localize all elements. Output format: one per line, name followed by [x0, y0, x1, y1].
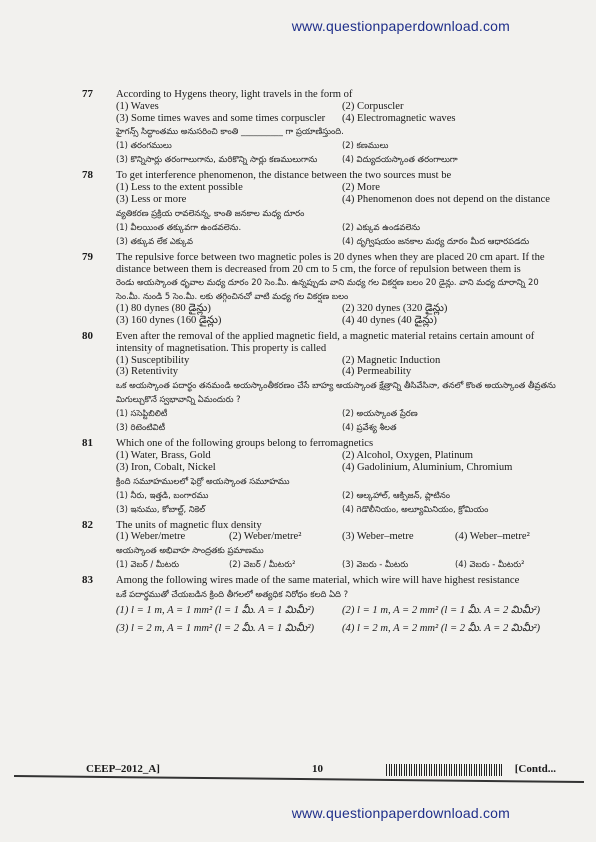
question-number: 82 — [82, 518, 93, 531]
option: (1) తరంగములు — [116, 140, 172, 151]
options-en — [116, 355, 556, 379]
option: (1) వెబర్ / మీటరు — [116, 559, 180, 570]
option: (3) 160 dynes (160 డైన్లు) — [116, 315, 222, 327]
question-79 — [82, 250, 556, 327]
question-text-en: Among the following wires made of the same material, which wire will have highest resistance — [116, 575, 520, 587]
option: (1) 80 dynes (80 డైన్లు) — [116, 303, 211, 315]
option: (1) Water, Brass, Gold — [116, 449, 211, 461]
option: (3) Iron, Cobalt, Nickel — [116, 461, 216, 473]
question-83 — [82, 574, 556, 634]
question-text-en: According to Hygens theory, light travels in the form of — [116, 89, 353, 100]
question-77 — [82, 88, 556, 166]
continued-label: [Contd... — [514, 763, 556, 775]
option: (4) ప్రవేశ్య శీలత — [342, 422, 397, 433]
question-text-en: To get interference phenomenon, the distance between the two sources must be — [116, 170, 452, 182]
option: (1) వీలయింత తక్కువగా ఉండవలెను. — [116, 221, 242, 232]
option: (3) Weber–metre — [342, 531, 414, 543]
options-en — [116, 182, 556, 206]
question-81 — [82, 437, 556, 515]
footer-url[interactable]: www.questionpaperdownload.com — [291, 805, 510, 821]
options-te — [116, 406, 556, 434]
question-text-en: Which one of the following groups belong to ferromagnetics — [116, 438, 374, 450]
options-en — [116, 303, 556, 327]
options-eq — [116, 605, 556, 635]
question-82 — [82, 518, 556, 572]
option: (4) విద్యుదయస్కాంత తరంగాలుగా — [342, 154, 458, 165]
option: (4) 40 dynes (40 డైన్లు) — [342, 315, 437, 327]
option: (2) Corpuscler — [342, 100, 404, 112]
option: (3) రిటెంటివిటీ — [116, 422, 166, 433]
option: (1) Less to the extent possible — [116, 182, 243, 194]
option: (1) నీరు, ఇత్తడి, బంగారము — [116, 489, 209, 500]
question-text-te: వ్యతికరణ ప్రక్రియ రావలెనన్న, కాంతి జనకాల మధ్య దూరం — [116, 207, 305, 218]
options-en — [116, 531, 556, 543]
option: (2) l = 1 m, A = 2 mm² (l = 1 మీ. A = 2 మిమీ²) — [342, 604, 541, 616]
question-text-te: ఒకే పదార్థముతో చేయబడిన క్రింది తీగలలో అత్యధిక నిరోధం కలది ఏది ? — [116, 588, 349, 599]
question-80 — [82, 329, 556, 434]
question-text-te: హైగన్స్ సిద్ధాంతము అనుసరించి కాంతి __________ గా ప్రయాణిస్తుంది. — [116, 126, 344, 137]
option: (2) Alcohol, Oxygen, Platinum — [342, 449, 473, 461]
option: (2) ఆల్కహాల్, ఆక్సిజన్, ప్లాటినం — [342, 489, 451, 500]
options-te — [116, 138, 556, 166]
option: (1) Weber/metre — [116, 531, 186, 543]
option: (2) 320 dynes (320 డైన్లు) — [342, 303, 448, 315]
option: (2) కణములు — [342, 140, 389, 151]
option: (1) ససెప్టిబిలిటీ — [116, 408, 168, 419]
header-url[interactable]: www.questionpaperdownload.com — [291, 18, 510, 34]
option: (3) Some times waves and some times corpuscler — [116, 112, 326, 124]
question-number: 80 — [82, 329, 93, 342]
option: (2) ఎక్కువ ఉండవలెను — [342, 221, 421, 232]
question-text-te: ఒక అయస్కాంత పదార్థం తనమండి అయస్కాంతీకరణం చేసే బాహ్య అయస్కాంత క్షేత్రాన్ని తీసివేసినా, తనలో కొంత అయస్కాంత తీవ్రతను మిగుల్చుకొనే స్వభావాన్ని ఏమందురు ? — [116, 380, 556, 405]
option: (2) Magnetic Induction — [342, 354, 441, 366]
paper-code: CEEP–2012_A] — [86, 763, 160, 775]
option: (3) Less or more — [116, 193, 187, 205]
question-number: 77 — [82, 88, 93, 100]
barcode-image — [386, 764, 502, 776]
option: (1) Waves — [116, 100, 159, 112]
option: (2) More — [342, 182, 380, 194]
page-number: 10 — [312, 763, 323, 775]
option: (2) Weber/metre² — [229, 531, 302, 543]
question-number: 78 — [82, 169, 93, 182]
option: (4) Weber–metre² — [455, 531, 530, 543]
options-te — [116, 220, 556, 248]
option: (4) Electromagnetic waves — [342, 112, 456, 124]
question-text-en: Even after the removal of the applied magnetic field, a magnetic material retains certain amount of intensity of magnetisation. This property is called — [116, 330, 535, 354]
option: (4) Gadolinium, Aluminium, Chromium — [342, 461, 513, 473]
question-text-en: The units of magnetic flux density — [116, 519, 262, 531]
option: (4) Phenomenon does not depend on the distance — [342, 193, 551, 205]
option: (4) Permeability — [342, 366, 412, 378]
option: (4) వెబరు - మీటరు² — [455, 559, 525, 570]
option: (3) వెబరు - మీటరు — [342, 559, 409, 570]
question-text-te: క్రింది సమూహములలో ఫెర్రో అయస్కాంత సమూహము — [116, 475, 290, 486]
option: (1) Susceptibility — [116, 354, 190, 366]
question-number: 81 — [82, 437, 93, 450]
question-text-te: అయస్కాంత అభివాహ సాంద్రతకు ప్రమాణము — [116, 545, 264, 556]
options-te — [116, 557, 556, 571]
option: (3) తక్కువ లేక ఎక్కువ — [116, 235, 193, 246]
option: (4) దృగ్విషయం జనకాల మధ్య దూరం మీద ఆధారపడదు — [342, 235, 530, 246]
option: (3) Retentivity — [116, 366, 179, 378]
option: (2) వెబర్ / మీటరు² — [229, 559, 296, 570]
question-number: 83 — [82, 574, 93, 587]
options-te — [116, 488, 556, 516]
options-en — [116, 450, 556, 474]
options-en — [116, 101, 556, 125]
question-78 — [82, 169, 556, 247]
question-text-te: రెండు అయస్కాంత ధృవాల మధ్య దూరం 20 సెం.మీ. ఉన్నప్పుడు వాని మధ్య గల వికర్షణ బలం 20 డైన్లు. వాని మధ్య దూరాన్ని 20 సెం.మీ. నుండి 5 సెం.మీ. లకు తగ్గించినచో వాటి మధ్య గల వికర్షణ బలం — [116, 277, 539, 302]
option: (3) కొన్నిసార్లు తరంగాలుగాను, మరికొన్ని సార్లు కణములుగాను — [116, 154, 318, 165]
option: (3) l = 2 m, A = 1 mm² (l = 2 మీ. A = 1 మిమీ²) — [116, 622, 315, 634]
option: (4) l = 2 m, A = 2 mm² (l = 2 మీ. A = 2 మిమీ²) — [342, 622, 541, 634]
option: (4) గెడొలీనియం, అల్యూమినియం, క్రోమియం — [342, 503, 489, 514]
option: (3) ఇనుము, కోబాల్ట్, నికెల్ — [116, 503, 206, 514]
question-number: 79 — [82, 250, 93, 263]
question-text-en: The repulsive force between two magnetic poles is 20 dynes when they are placed 20 cm apart. If the distance between them is decreased from 20 cm to 5 cm, the force of repulsion between them is — [116, 251, 545, 275]
option: (1) l = 1 m, A = 1 mm² (l = 1 మీ. A = 1 మిమీ²) — [116, 604, 315, 616]
question-page — [82, 88, 556, 639]
option: (2) అయస్కాంత ప్రేరణ — [342, 408, 418, 419]
